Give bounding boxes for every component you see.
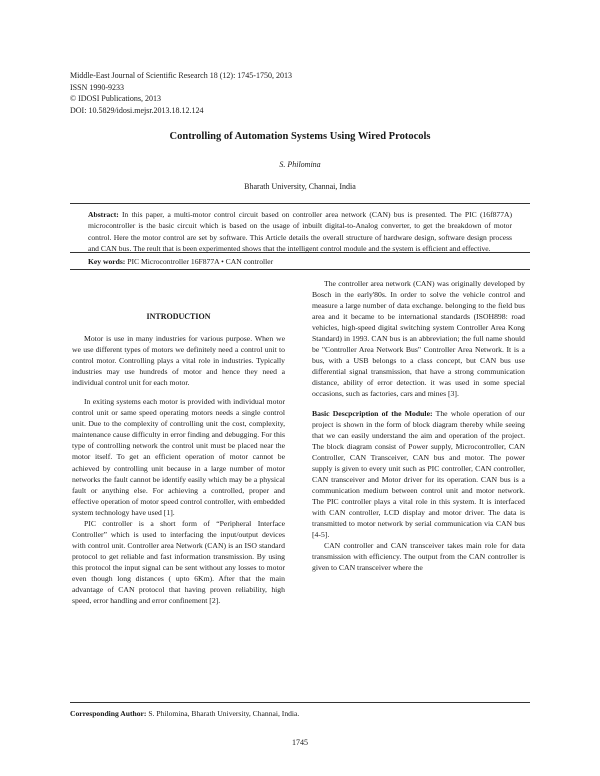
right-column bbox=[312, 278, 525, 573]
keywords-rule bbox=[70, 269, 530, 270]
journal-citation: Middle-East Journal of Scientific Research 18 (12): 1745-1750, 2013 bbox=[70, 71, 292, 80]
body-paragraph: CAN controller and CAN transceiver takes main role for data transmission with efficiency. The output from the CAN controller is given to CAN transceiver where the bbox=[312, 541, 525, 573]
journal-header bbox=[70, 70, 530, 116]
page-number: 1745 bbox=[292, 738, 308, 747]
footnote-rule bbox=[70, 702, 530, 703]
paper-title: Controlling of Automation Systems Using Wired Protocols bbox=[169, 131, 431, 142]
keywords bbox=[88, 256, 512, 267]
footnote-text: S. Philomina, Bharath University, Channai, India. bbox=[146, 709, 300, 718]
keywords-label: Key words: bbox=[88, 257, 126, 266]
doi: DOI: 10.5829/idosi.mejsr.2013.18.12.124 bbox=[70, 105, 204, 115]
body-paragraph: The controller area network (CAN) was originally developed by Bosch in the early'80s. In order to solve the vehicle control and measure a large number of data exchange. belonging to the field bus area and it became to be international standards (ISOH898: road vehicles, high-speed digital switching system Controller Area Kong Standard) in 1993. CAN bus is an abbreviation; the full name should be "Controller Area Network Bus" Controller Area Network. It is a bus, with a USB belongs to a class concept, but CAN bus use differential signal transmission, that have a strong communication distance, ability of error detection. it was used in some special occasions, such as factories, cars and mines [3]. bbox=[312, 279, 525, 399]
abstract-label: Abstract: bbox=[88, 210, 119, 219]
body-paragraph: Motor is use in many industries for various purpose. When we we use different types of motors we definitely need a control unit to control motor. Controlling plays a vital role in industries. Typically industries may use hundreds of motor and hence they need a individual control unit for each motor. bbox=[72, 334, 285, 388]
introduction-heading: INTRODUCTION bbox=[146, 312, 211, 321]
module-description-heading: Basic Descpcription of the Module: bbox=[312, 408, 433, 418]
author-name: S. Philomina bbox=[279, 160, 321, 169]
module-description-text: The whole operation of our project is shown in the form of block diagram thereby while seeing that we can easily understand the aim and operation of the project. The block diagram consist of Power supply, Microcontroller, CAN Controller, CAN Transceiver, CAN bus and motor. The power supply is given to every unit such as PIC controller, CAN controller, CAN transceiver and Motor driver for its operation. CAN bus is a communication medium between control unit and motor network. The PIC controller plays a vital role in this system. It is interfaced with CAN controller, LCD display and motor driver. The data is transmitted to motor network by serial communication via CAN bus [4-5]. bbox=[312, 408, 525, 540]
body-paragraph: In exiting systems each motor is provided with individual motor control unit or same speed operating motors needs a single control unit. Due to the complexity of controlling unit the cost, complexity, maintenance cause difficulty in error finding and debugging. For this type of controlling network the control unit must be placed near the motor itself. To get an efficient operation of motor cannot be achieved by controlling unit because in a large number of motor networks the fault cannot be identify easily which may be a physical fault or anything else. For achieving a controlled, proper and effective operation of motor speed control controller, with embedded system technology have used [1]. bbox=[72, 397, 285, 517]
abstract-text: In this paper, a multi-motor control circuit based on controller area network (CAN) bus is presented. The PIC (16f877A) microcontroller is the basic circuit which is based on the usage of inbuilt digital-to-Analog converter, to get the breakdown of motor control. Here the motor control are set by software. This Article details the overall structure of hardware design, software design process and CAN bus. The reult that is been experimented shows that the intelligent control module and the system is efficient and effective. bbox=[88, 210, 512, 254]
keywords-text: PIC Microcontroller 16F877A • CAN controller bbox=[125, 257, 274, 266]
abstract-bottom-rule bbox=[70, 252, 530, 253]
corresponding-author-footnote bbox=[70, 709, 530, 718]
module-description-paragraph bbox=[312, 408, 525, 541]
left-column bbox=[72, 333, 285, 606]
copyright: © IDOSI Publications, 2013 bbox=[70, 94, 161, 103]
issn: ISSN 1990-9233 bbox=[70, 82, 125, 92]
body-paragraph: PIC controller is a short form of “Peripheral Interface Controller” which is used to interfacing the input/output devices with control unit. Controller area Network (CAN) is an ISO standard protocol to get reliable and fast information transmission. By using this protocol the input signal can be sent without any losses to motor even though long distances ( upto 6Km). After that the main advantage of CAN protocol that having proven reliability, high speed, error handling and error confinement [2]. bbox=[72, 518, 285, 606]
affiliation: Bharath University, Channai, India bbox=[244, 182, 356, 191]
abstract-top-rule bbox=[70, 203, 530, 204]
abstract bbox=[88, 209, 512, 255]
footnote-label: Corresponding Author: bbox=[70, 709, 147, 718]
